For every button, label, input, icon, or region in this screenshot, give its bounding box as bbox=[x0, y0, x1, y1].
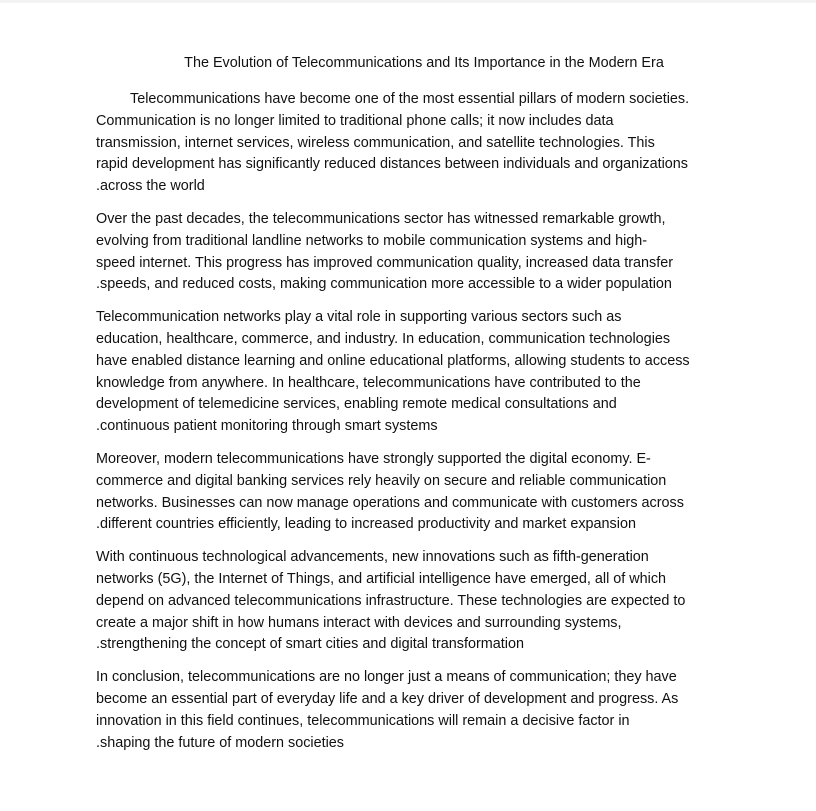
document-page bbox=[96, 52, 722, 765]
paragraph-growth: Over the past decades, the telecommunications sector has witnessed remarkable growth, evolving from traditional landline networks to mobile communication systems and high- speed internet. This progress has improved communication quality, increased data transfer .speeds, and reduced costs, making communication more accessible to a wider population bbox=[96, 210, 673, 293]
paragraph-innovations: With continuous technological advancements, new innovations such as fifth-generation networks (5G), the Internet of Things, and artificial intelligence have emerged, all of which depend on advanced telecommunications infrastructure. These technologies are expected to create a major shift in how humans interact with devices and surrounding systems, .strengthening the concept of smart cities and digital transformation bbox=[96, 549, 686, 653]
document-title: The Evolution of Telecommunications and Its Importance in the Modern Era bbox=[184, 55, 664, 71]
page-top-edge bbox=[0, 0, 816, 3]
paragraph-intro: Telecommunications have become one of the most essential pillars of modern societies. Communication is no longer limited to traditional phone calls; it now includes data transmission, internet services, wireless communication, and satellite technologies. This rapid development has significantly reduced distances between individuals and organizations .across the world bbox=[96, 91, 690, 195]
paragraph-digital-economy: Moreover, modern telecommunications have strongly supported the digital economy. E- commerce and digital banking services rely heavily on secure and reliable communication networks. Businesses can now manage operations and communicate with customers across .different countries efficiently, leading to increased productivity and market expansion bbox=[96, 450, 684, 533]
paragraph-conclusion: In conclusion, telecommunications are no longer just a means of communication; they have become an essential part of everyday life and a key driver of development and progress. As innovation in this field continues, telecommunications will remain a decisive factor in .shaping the future of modern societies bbox=[96, 669, 679, 751]
paragraph-sectors: Telecommunication networks play a vital role in supporting various sectors such as education, healthcare, commerce, and industry. In education, communication technologies have enabled distance learning and online educational platforms, allowing students to access knowledge from anywhere. In healthcare, telecommunications have contributed to the development of telemedicine services, enabling remote medical consultations and .continuous patient monitoring through smart systems bbox=[96, 309, 690, 435]
